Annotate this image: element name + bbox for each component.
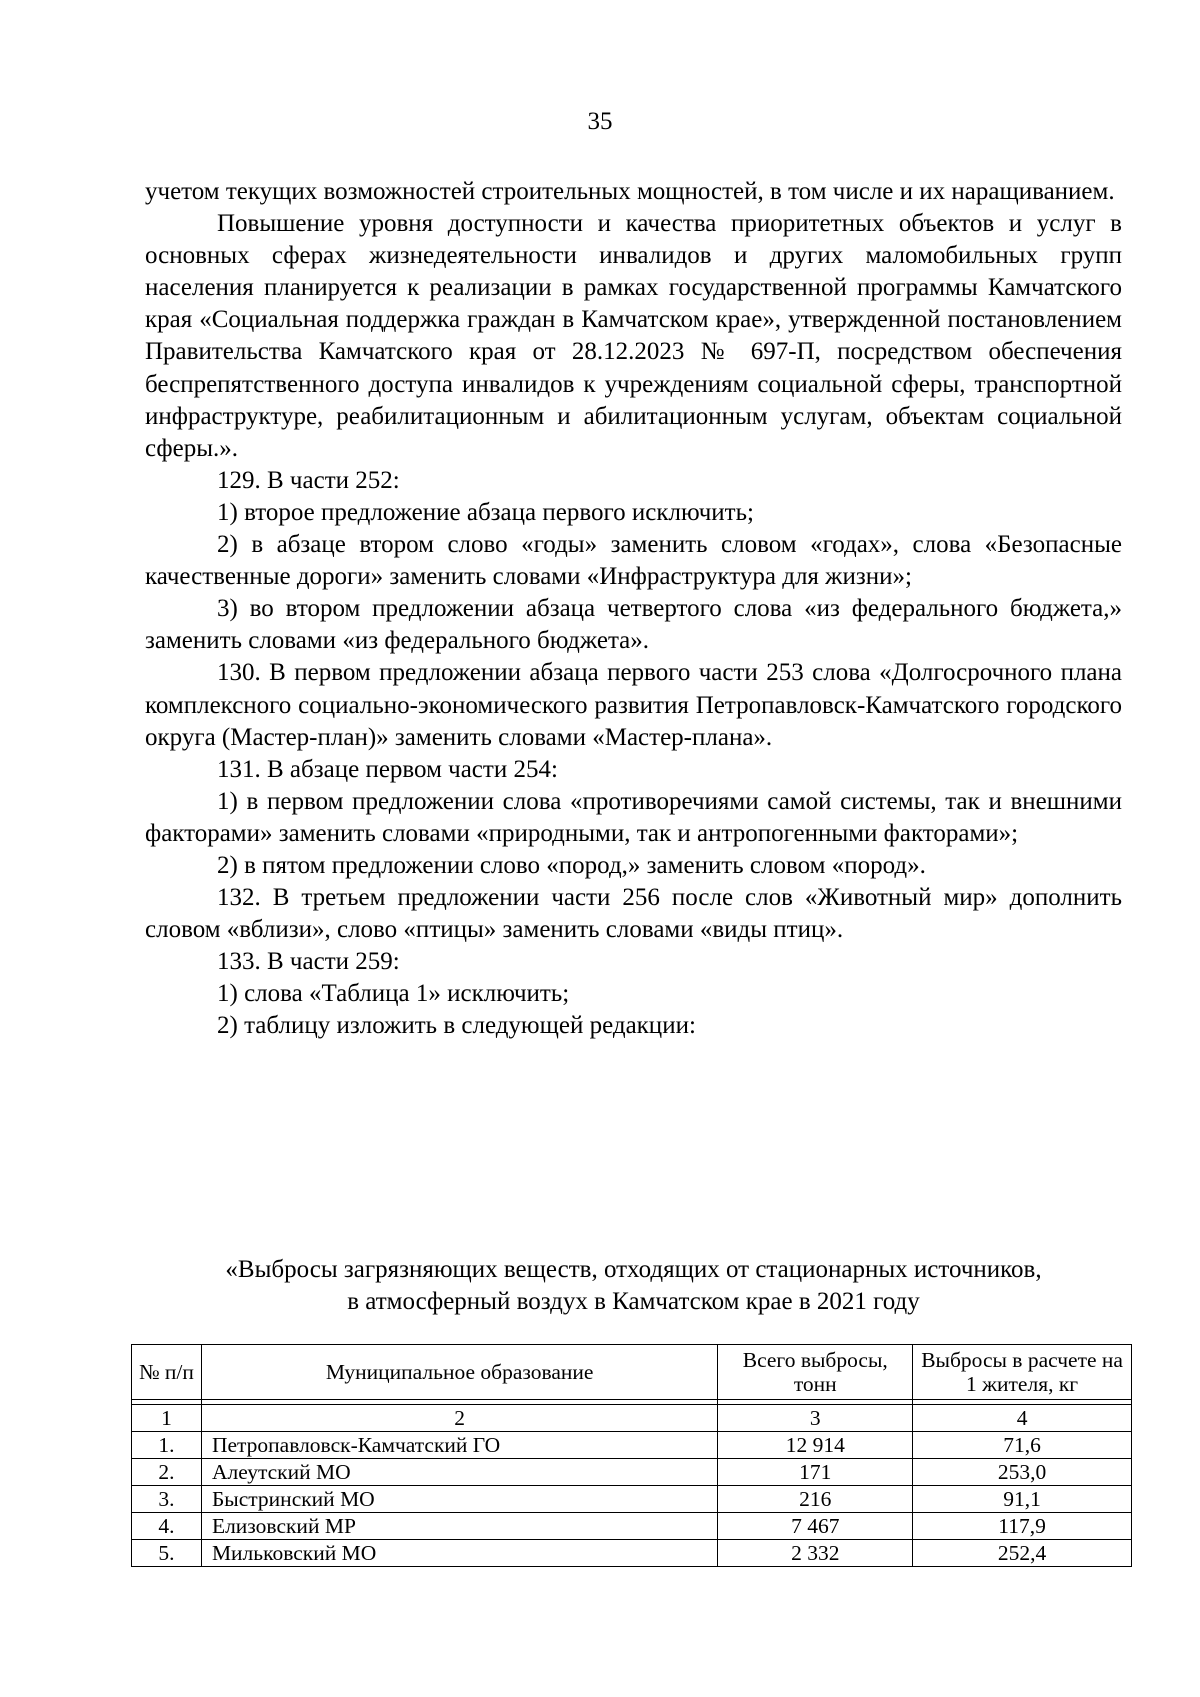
paragraph: 1) в первом предложении слова «противоречиями самой системы, так и внешними факторами» заменить словами «природными, так и антропогенными факторами»; (145, 787, 1122, 847)
row-number: 4. (132, 1513, 202, 1540)
table-row (132, 1513, 1132, 1540)
paragraph: 1) слова «Таблица 1» исключить; (217, 980, 570, 1008)
municipality-name: Елизовский МР (201, 1513, 717, 1540)
header-cell: Муниципальное образование (201, 1345, 717, 1400)
total-emissions: 7 467 (718, 1513, 913, 1540)
paragraph: 3) во втором предложении абзаца четвертого слова «из федерального бюджета,» заменить словами «из федерального бюджета». (145, 595, 1122, 655)
paragraph: 1) второе предложение абзаца первого исключить; (217, 498, 754, 526)
header-cell: Выбросы в расчете на 1 жителя, кг (913, 1345, 1132, 1400)
paragraph: 2) в абзаце втором слово «годы» заменить словом «годах», слова «Безопасные качественные дороги» заменить словами «Инфраструктура для жизни»; (145, 531, 1122, 591)
column-number: 1 (132, 1405, 202, 1432)
per-capita-emissions: 117,9 (913, 1513, 1132, 1540)
paragraph: Повышение уровня доступности и качества приоритетных объектов и услуг в основных сферах жизнедеятельности инвалидов и других маломобильных групп населения планируется к реализации в рамках государственной программы Камчатского края «Социальная поддержка граждан в Камчатском крае», утвержденной постановлением Правительства Камчатского края от 28.12.2023 № 697-П, посредством обеспечения беспрепятственного доступа инвалидов к учреждениям социальной сферы, транспортной инфраструктуре, реабилитационным и абилитационным услугам, объектам социальной сферы.». (145, 210, 1122, 462)
municipality-name: Мильковский МО (201, 1540, 717, 1567)
total-emissions: 216 (718, 1486, 913, 1513)
total-emissions: 2 332 (718, 1540, 913, 1567)
emissions-table (131, 1344, 1132, 1567)
row-number: 5. (132, 1540, 202, 1567)
paragraph: 2) таблицу изложить в следующей редакции: (217, 1012, 696, 1040)
paragraph: 131. В абзаце первом части 254: (217, 755, 558, 783)
column-number: 3 (718, 1405, 913, 1432)
municipality-name: Алеутский МО (201, 1459, 717, 1486)
municipality-name: Петропавловск-Камчатский ГО (201, 1432, 717, 1459)
header-cell: № п/п (132, 1345, 202, 1400)
paragraph: 130. В первом предложении абзаца первого части 253 слова «Долгосрочного плана комплексного социально-экономического развития Петропавловск-Камчатского городского округа (Мастер-план)» заменить словами «Мастер-плана». (145, 659, 1122, 751)
total-emissions: 12 914 (718, 1432, 913, 1459)
header-cell: Всего выбросы, тонн (718, 1345, 913, 1400)
table-caption-line: «Выбросы загрязняющих веществ, отходящих от стационарных источников, (225, 1256, 1042, 1283)
table-row (132, 1540, 1132, 1567)
total-emissions: 171 (718, 1459, 913, 1486)
table-header-row (132, 1345, 1132, 1400)
column-number: 4 (913, 1405, 1132, 1432)
column-number: 2 (201, 1405, 717, 1432)
column-number-row (132, 1405, 1132, 1432)
table-caption (145, 1254, 1122, 1318)
per-capita-emissions: 91,1 (913, 1486, 1132, 1513)
table-row (132, 1432, 1132, 1459)
per-capita-emissions: 253,0 (913, 1459, 1132, 1486)
table-caption-line: в атмосферный воздух в Камчатском крае в 2021 году (347, 1288, 920, 1315)
row-number: 3. (132, 1486, 202, 1513)
municipality-name: Быстринский МО (201, 1486, 717, 1513)
paragraph: 129. В части 252: (217, 466, 400, 494)
paragraph: 132. В третьем предложении части 256 после слов «Животный мир» дополнить словом «вблизи», слово «птицы» заменить словами «виды птиц». (145, 884, 1122, 944)
per-capita-emissions: 71,6 (913, 1432, 1132, 1459)
table-row (132, 1486, 1132, 1513)
row-number: 1. (132, 1432, 202, 1459)
paragraph: 2) в пятом предложении слово «пород,» заменить словом «пород». (217, 851, 926, 879)
paragraph: учетом текущих возможностей строительных мощностей, в том числе и их наращиванием. (145, 178, 1115, 205)
paragraph: 133. В части 259: (217, 948, 400, 976)
page-number: 35 (587, 108, 613, 135)
table-row (132, 1459, 1132, 1486)
document-body (145, 176, 1122, 1043)
row-number: 2. (132, 1459, 202, 1486)
per-capita-emissions: 252,4 (913, 1540, 1132, 1567)
